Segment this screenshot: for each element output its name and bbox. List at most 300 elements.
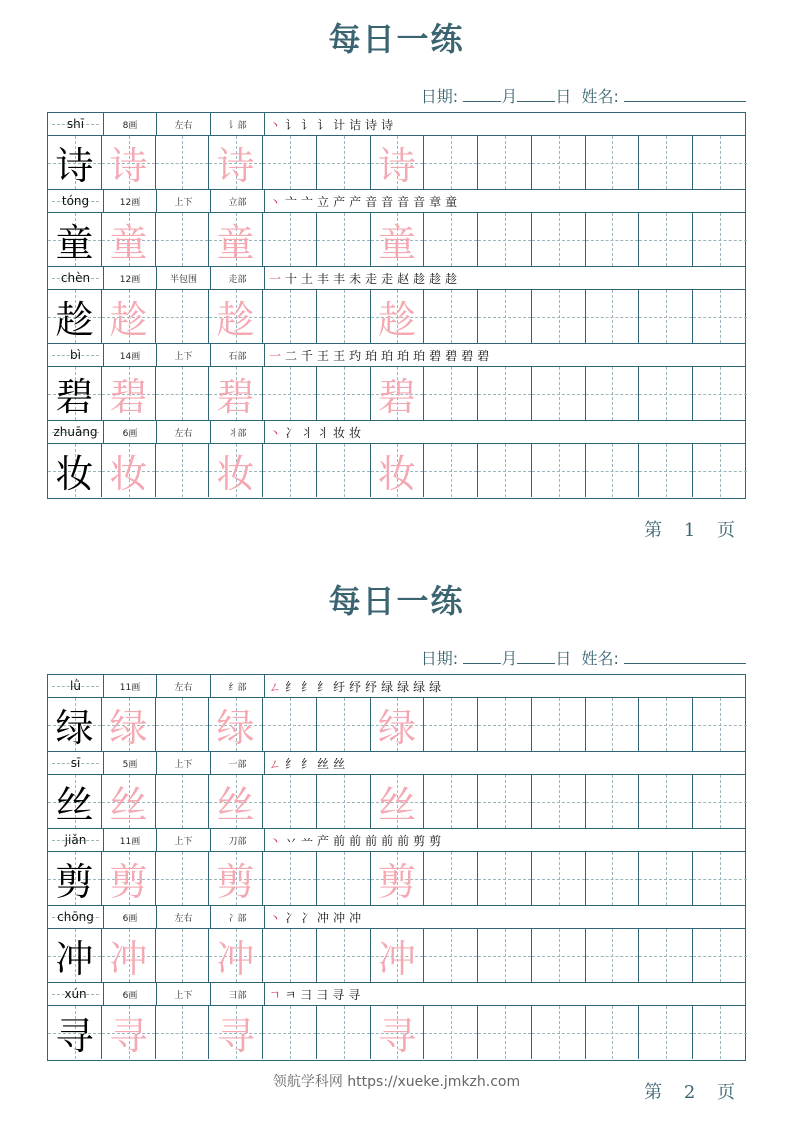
trace-character: 剪 [109, 860, 148, 904]
char-practice-row [48, 852, 745, 906]
stroke-count-label-text: 12画 [119, 197, 141, 208]
writing-box[interactable] [102, 852, 156, 905]
stroke-step: 珀 [397, 348, 411, 363]
writing-box[interactable] [693, 852, 747, 905]
writing-box[interactable] [532, 444, 586, 497]
structure-label [157, 752, 211, 774]
writing-box[interactable] [263, 1006, 317, 1059]
writing-box[interactable] [478, 929, 532, 982]
writing-box[interactable] [317, 1006, 371, 1059]
stroke-step: 立 [317, 194, 331, 209]
radical-label [211, 675, 265, 697]
model-character: 碧 [55, 375, 94, 419]
writing-box[interactable] [586, 367, 639, 420]
pinyin-label [48, 190, 104, 212]
stroke-step: 音 [397, 194, 411, 209]
char-practice-row [48, 775, 745, 829]
writing-box[interactable] [693, 367, 747, 420]
writing-box[interactable] [156, 698, 209, 751]
writing-box[interactable] [209, 698, 263, 751]
char-info-row [48, 983, 745, 1006]
writing-box[interactable] [639, 213, 693, 266]
writing-box[interactable] [693, 136, 747, 189]
trace-character: 诗 [377, 144, 416, 188]
stroke-order-sequence [265, 421, 365, 443]
writing-box[interactable] [532, 290, 586, 343]
trace-character: 丝 [216, 783, 255, 827]
page-number-value: 1 [683, 520, 704, 541]
radical-label-text: 纟部 [228, 682, 247, 693]
trace-character: 绿 [377, 706, 416, 750]
writing-box[interactable] [102, 367, 156, 420]
stroke-count-label [104, 113, 157, 135]
writing-box[interactable] [639, 444, 693, 497]
name-blank[interactable] [624, 87, 746, 102]
stroke-step: 剪 [429, 833, 443, 848]
writing-box[interactable] [48, 775, 102, 828]
writing-box[interactable] [209, 367, 263, 420]
writing-box[interactable] [102, 1006, 156, 1059]
writing-box[interactable] [639, 698, 693, 751]
structure-label [157, 190, 211, 212]
model-character: 趁 [55, 298, 94, 342]
writing-box[interactable] [263, 367, 317, 420]
writing-box[interactable] [263, 775, 317, 828]
stroke-step: 彐 [300, 987, 314, 1002]
structure-label-text: 上下 [174, 990, 193, 1001]
trace-character: 童 [216, 221, 255, 265]
trace-character: 碧 [377, 375, 416, 419]
writing-box[interactable] [532, 852, 586, 905]
writing-box[interactable] [639, 136, 693, 189]
radical-label-text: 讠部 [228, 120, 247, 131]
writing-box[interactable] [586, 852, 639, 905]
stroke-step: 讠 [285, 117, 299, 132]
stroke-step: 冫 [285, 425, 299, 440]
writing-box[interactable] [532, 929, 586, 982]
writing-box[interactable] [48, 698, 102, 751]
writing-box[interactable] [371, 852, 424, 905]
writing-box[interactable] [263, 929, 317, 982]
radical-label-text: 走部 [228, 274, 247, 285]
char-practice-row [48, 929, 745, 983]
stroke-step: 亠 [301, 194, 315, 209]
stroke-step: 丶 [269, 117, 283, 132]
writing-box[interactable] [478, 775, 532, 828]
writing-box[interactable] [693, 444, 747, 497]
stroke-count-label-text: 6画 [122, 990, 138, 1001]
stroke-step: 绿 [381, 679, 395, 694]
char-practice-row [48, 290, 745, 344]
writing-box[interactable] [532, 775, 586, 828]
structure-label-text: 上下 [174, 836, 193, 847]
stroke-count-label [104, 344, 157, 366]
stroke-count-label-text: 5画 [122, 759, 138, 770]
stroke-step: 前 [349, 833, 363, 848]
writing-box[interactable] [478, 1006, 532, 1059]
writing-box[interactable] [532, 213, 586, 266]
writing-box[interactable] [209, 444, 263, 497]
stroke-order-sequence [265, 752, 349, 774]
stroke-step: 丶 [269, 833, 283, 848]
pinyin-label-text: tóng [61, 194, 90, 208]
day-blank[interactable] [517, 649, 555, 664]
writing-box[interactable] [532, 1006, 586, 1059]
writing-box[interactable] [693, 775, 747, 828]
writing-box[interactable] [317, 136, 371, 189]
stroke-step: 丶 [269, 425, 283, 440]
stroke-step: 绿 [429, 679, 443, 694]
model-character: 寻 [55, 1014, 94, 1058]
date-label: 日期: [420, 87, 459, 106]
writing-box[interactable] [263, 444, 317, 497]
char-practice-row [48, 444, 745, 498]
model-character: 童 [55, 221, 94, 265]
radical-label [211, 829, 265, 851]
writing-box[interactable] [102, 290, 156, 343]
stroke-step: 碧 [477, 348, 491, 363]
writing-box[interactable] [371, 136, 424, 189]
structure-label-text: 上下 [174, 197, 193, 208]
structure-label [157, 906, 211, 928]
radical-label [211, 421, 265, 443]
stroke-step: 产 [333, 194, 347, 209]
writing-box[interactable] [209, 213, 263, 266]
writing-box[interactable] [693, 1006, 747, 1059]
writing-box[interactable] [48, 852, 102, 905]
stroke-step: 寻 [332, 987, 346, 1002]
stroke-step: 绿 [397, 679, 411, 694]
writing-box[interactable] [48, 1006, 102, 1059]
stroke-order-sequence [265, 113, 397, 135]
writing-box[interactable] [586, 290, 639, 343]
model-character: 剪 [55, 860, 94, 904]
writing-box[interactable] [156, 444, 209, 497]
trace-character: 碧 [216, 375, 255, 419]
pinyin-label-text: zhuāng [53, 425, 98, 439]
writing-box[interactable] [639, 775, 693, 828]
stroke-step: 冲 [333, 910, 347, 925]
writing-box[interactable] [317, 929, 371, 982]
pinyin-label [48, 267, 104, 289]
writing-box[interactable] [586, 213, 639, 266]
stroke-step: 妆 [333, 425, 347, 440]
writing-box[interactable] [156, 929, 209, 982]
stroke-step: 丬 [301, 425, 315, 440]
stroke-step: 王 [333, 348, 347, 363]
writing-box[interactable] [209, 1006, 263, 1059]
writing-box[interactable] [424, 698, 478, 751]
writing-box[interactable] [263, 213, 317, 266]
trace-character: 妆 [377, 452, 416, 496]
pinyin-label [48, 344, 104, 366]
writing-box[interactable] [586, 929, 639, 982]
stroke-step: 产 [349, 194, 363, 209]
writing-box[interactable] [209, 136, 263, 189]
model-character: 丝 [55, 783, 94, 827]
trace-character: 绿 [216, 706, 255, 750]
writing-box[interactable] [586, 775, 639, 828]
stroke-step: 碧 [429, 348, 443, 363]
writing-box[interactable] [263, 136, 317, 189]
writing-box[interactable] [478, 367, 532, 420]
writing-box[interactable] [424, 444, 478, 497]
stroke-step: 走 [381, 271, 395, 286]
stroke-step: 冲 [317, 910, 331, 925]
writing-box[interactable] [532, 698, 586, 751]
structure-label [157, 983, 211, 1005]
page-prefix: 第 [644, 1082, 671, 1103]
writing-box[interactable] [102, 136, 156, 189]
stroke-step: 丶 [269, 194, 283, 209]
structure-label-text: 左右 [174, 682, 193, 693]
char-practice-row [48, 698, 745, 752]
writing-box[interactable] [48, 290, 102, 343]
writing-box[interactable] [371, 929, 424, 982]
stroke-step: 趁 [413, 271, 427, 286]
writing-box[interactable] [424, 290, 478, 343]
stroke-step: ㅋ [284, 987, 298, 1002]
stroke-step: 音 [381, 194, 395, 209]
stroke-count-label [104, 421, 157, 443]
month-blank[interactable] [463, 649, 501, 664]
char-practice-row [48, 136, 745, 190]
stroke-step: 纟 [285, 756, 299, 771]
stroke-step: 丬 [317, 425, 331, 440]
writing-box[interactable] [317, 367, 371, 420]
trace-character: 碧 [109, 375, 148, 419]
stroke-count-label [104, 675, 157, 697]
structure-label-text: 上下 [174, 351, 193, 362]
writing-box[interactable] [102, 698, 156, 751]
stroke-count-label [104, 190, 157, 212]
writing-box[interactable] [48, 929, 102, 982]
writing-box[interactable] [371, 444, 424, 497]
writing-box[interactable] [209, 290, 263, 343]
writing-box[interactable] [156, 852, 209, 905]
writing-box[interactable] [48, 213, 102, 266]
writing-box[interactable] [639, 367, 693, 420]
stroke-step: 走 [365, 271, 379, 286]
stroke-step: 讠 [317, 117, 331, 132]
model-character: 诗 [55, 144, 94, 188]
writing-box[interactable] [693, 290, 747, 343]
stroke-order-sequence [265, 344, 493, 366]
writing-box[interactable] [478, 213, 532, 266]
writing-box[interactable] [263, 852, 317, 905]
stroke-step: 趁 [445, 271, 459, 286]
stroke-step: ㄥ [269, 756, 283, 771]
trace-character: 冲 [216, 937, 255, 981]
day-blank[interactable] [517, 87, 555, 102]
date-name-line [421, 646, 746, 669]
writing-box[interactable] [317, 698, 371, 751]
writing-box[interactable] [102, 929, 156, 982]
stroke-order-sequence [265, 675, 445, 697]
pinyin-label [48, 983, 104, 1005]
model-character: 冲 [55, 937, 94, 981]
writing-box[interactable] [102, 775, 156, 828]
trace-character: 寻 [216, 1014, 255, 1058]
trace-character: 趁 [216, 298, 255, 342]
stroke-step: 纟 [301, 679, 315, 694]
trace-character: 寻 [377, 1014, 416, 1058]
writing-box[interactable] [586, 1006, 639, 1059]
structure-label-text: 上下 [174, 759, 193, 770]
page-prefix: 第 [644, 520, 671, 541]
stroke-step: 纟 [301, 756, 315, 771]
name-label: 姓名: [581, 649, 619, 668]
stroke-step: 纟 [285, 679, 299, 694]
char-practice-row [48, 213, 745, 267]
stroke-step: 碧 [461, 348, 475, 363]
stroke-step: 丝 [317, 756, 331, 771]
stroke-step: 丶 [269, 910, 283, 925]
stroke-step: 产 [317, 833, 331, 848]
writing-box[interactable] [693, 698, 747, 751]
page-suffix: 页 [717, 520, 743, 541]
worksheet-title: 每日一练 [328, 582, 465, 620]
stroke-step: 音 [413, 194, 427, 209]
writing-box[interactable] [209, 929, 263, 982]
stroke-step: 趁 [429, 271, 443, 286]
char-info-row [48, 113, 745, 136]
writing-box[interactable] [586, 698, 639, 751]
writing-box[interactable] [639, 1006, 693, 1059]
writing-box[interactable] [156, 290, 209, 343]
writing-box[interactable] [209, 852, 263, 905]
writing-box[interactable] [639, 290, 693, 343]
writing-box[interactable] [317, 290, 371, 343]
writing-box[interactable] [156, 775, 209, 828]
writing-box[interactable] [371, 213, 424, 266]
writing-box[interactable] [586, 136, 639, 189]
stroke-step: 一 [269, 348, 283, 363]
pinyin-label [48, 906, 104, 928]
stroke-step: 寻 [348, 987, 362, 1002]
writing-box[interactable] [424, 1006, 478, 1059]
stroke-order-sequence [265, 190, 461, 212]
writing-box[interactable] [478, 852, 532, 905]
stroke-step: 丷 [285, 833, 299, 848]
writing-box[interactable] [371, 1006, 424, 1059]
site-footer: 领航学科网 https://xueke.jmkzh.com [272, 1074, 521, 1090]
writing-box[interactable] [693, 929, 747, 982]
writing-box[interactable] [693, 213, 747, 266]
writing-box[interactable] [317, 213, 371, 266]
trace-character: 趁 [109, 298, 148, 342]
page-number-value: 2 [683, 1082, 704, 1103]
writing-box[interactable] [156, 1006, 209, 1059]
writing-box[interactable] [639, 929, 693, 982]
writing-box[interactable] [317, 444, 371, 497]
writing-box[interactable] [371, 290, 424, 343]
page-suffix: 页 [717, 1082, 743, 1103]
stroke-step: 未 [349, 271, 363, 286]
writing-box[interactable] [317, 852, 371, 905]
stroke-step: 丝 [333, 756, 347, 771]
radical-label [211, 113, 265, 135]
writing-box[interactable] [478, 290, 532, 343]
writing-box[interactable] [586, 444, 639, 497]
model-character: 妆 [55, 452, 94, 496]
writing-box[interactable] [371, 367, 424, 420]
stroke-count-label-text: 6画 [122, 913, 138, 924]
writing-box[interactable] [156, 213, 209, 266]
stroke-step: 纾 [365, 679, 379, 694]
pinyin-label [48, 113, 104, 135]
stroke-step: 丰 [333, 271, 347, 286]
stroke-step: 计 [333, 117, 347, 132]
stroke-step: 剪 [413, 833, 427, 848]
writing-box[interactable] [156, 136, 209, 189]
writing-box[interactable] [424, 929, 478, 982]
writing-box[interactable] [532, 367, 586, 420]
stroke-step: 诗 [365, 117, 379, 132]
writing-box[interactable] [424, 213, 478, 266]
trace-character: 童 [109, 221, 148, 265]
radical-label-text: 立部 [228, 197, 247, 208]
char-info-row [48, 829, 745, 852]
month-blank[interactable] [463, 87, 501, 102]
stroke-order-sequence [265, 983, 364, 1005]
char-info-row [48, 344, 745, 367]
stroke-step: 二 [285, 348, 299, 363]
worksheet-title: 每日一练 [328, 20, 465, 58]
writing-box[interactable] [263, 290, 317, 343]
writing-box[interactable] [48, 444, 102, 497]
stroke-step: 彐 [316, 987, 330, 1002]
stroke-step: 碧 [445, 348, 459, 363]
name-blank[interactable] [624, 649, 746, 664]
writing-box[interactable] [532, 136, 586, 189]
writing-box[interactable] [424, 775, 478, 828]
pinyin-label-text: chōng [57, 910, 94, 924]
writing-box[interactable] [371, 775, 424, 828]
writing-box[interactable] [371, 698, 424, 751]
stroke-step: 纾 [349, 679, 363, 694]
writing-box[interactable] [639, 852, 693, 905]
stroke-step: 千 [301, 348, 315, 363]
pinyin-label-text: sī [70, 756, 81, 770]
stroke-step: 冲 [349, 910, 363, 925]
trace-character: 丝 [109, 783, 148, 827]
writing-box[interactable] [102, 444, 156, 497]
trace-character: 妆 [109, 452, 148, 496]
writing-box[interactable] [478, 698, 532, 751]
writing-box[interactable] [424, 852, 478, 905]
writing-box[interactable] [102, 213, 156, 266]
writing-box[interactable] [424, 136, 478, 189]
writing-box[interactable] [317, 775, 371, 828]
stroke-step: 十 [285, 271, 299, 286]
stroke-step: 绿 [413, 679, 427, 694]
writing-box[interactable] [156, 367, 209, 420]
stroke-step: 诘 [349, 117, 363, 132]
date-name-line [421, 84, 746, 107]
writing-box[interactable] [478, 136, 532, 189]
writing-box[interactable] [424, 367, 478, 420]
writing-box[interactable] [209, 775, 263, 828]
writing-box[interactable] [48, 367, 102, 420]
trace-character: 诗 [216, 144, 255, 188]
writing-box[interactable] [478, 444, 532, 497]
writing-box[interactable] [263, 698, 317, 751]
trace-character: 绿 [109, 706, 148, 750]
char-info-row [48, 906, 745, 929]
writing-box[interactable] [48, 136, 102, 189]
trace-character: 剪 [377, 860, 416, 904]
